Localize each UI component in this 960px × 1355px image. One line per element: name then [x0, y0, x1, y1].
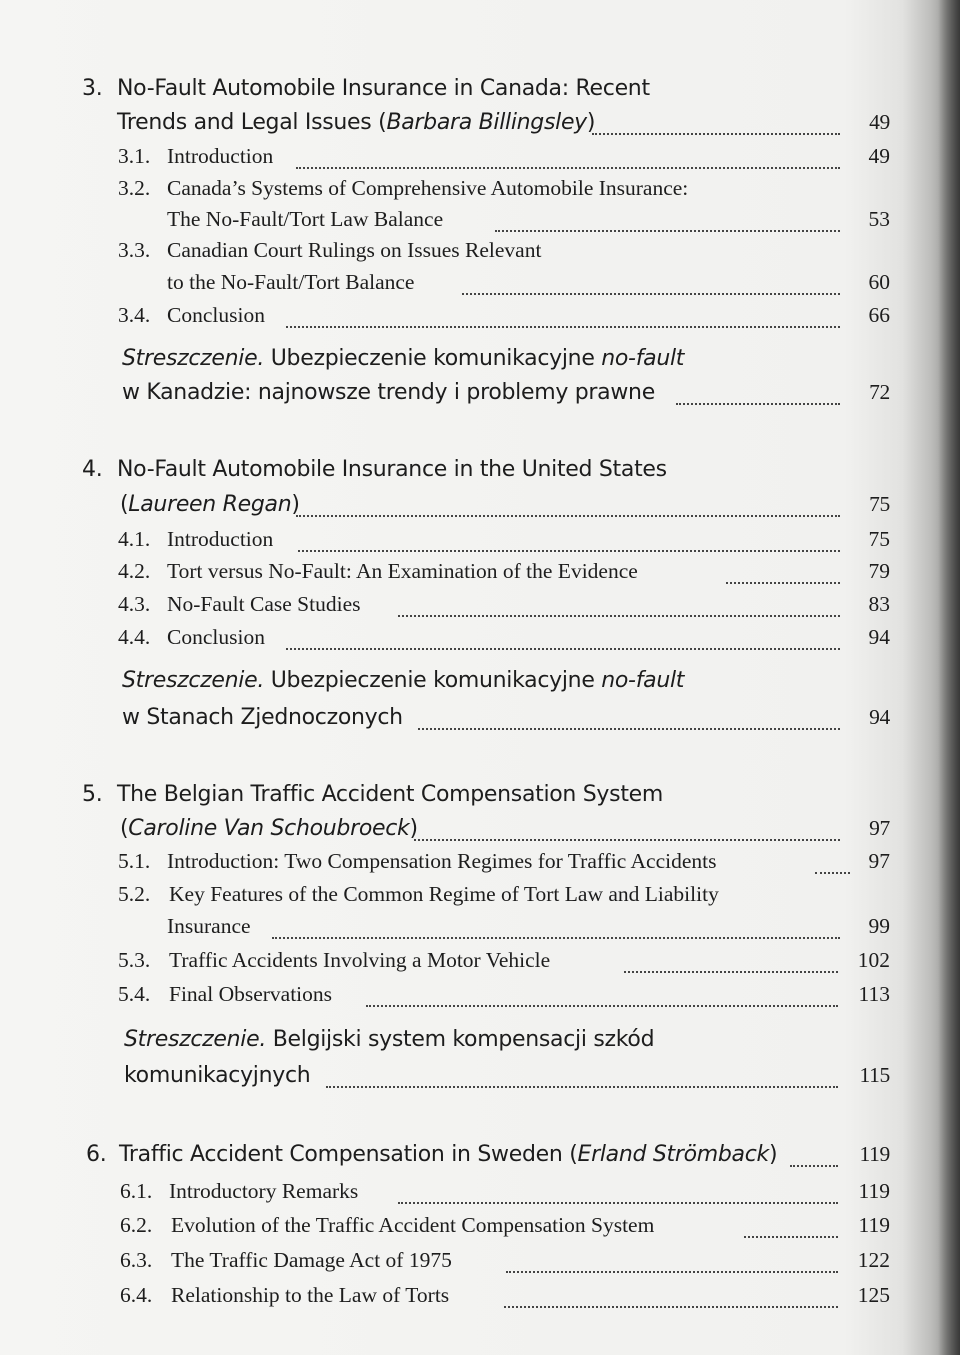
section-title-line2: Insurance	[167, 914, 251, 938]
chapter-author: Barbara Billingsley	[386, 110, 587, 135]
section-number: 6.1.	[120, 1179, 153, 1203]
dot-leader	[366, 977, 838, 1007]
section-3-4	[0, 303, 890, 335]
section-number: 5.4.	[118, 982, 151, 1006]
summary-title: Streszczenie. Ubezpieczenie komunikacyjne no-fault	[122, 668, 685, 693]
dot-leader	[504, 1278, 838, 1308]
dot-leader	[624, 943, 838, 973]
page-number: 122	[857, 1248, 890, 1272]
section-title: Introductory Remarks	[169, 1179, 359, 1203]
dot-leader	[676, 375, 840, 405]
page-number: 119	[858, 1179, 890, 1203]
page-number: 83	[868, 592, 890, 616]
dot-leader	[506, 1243, 838, 1273]
chapter-title-line2: (Laureen Regan)	[120, 492, 300, 517]
dot-leader	[398, 587, 840, 617]
chapter-3-title-line2	[0, 110, 890, 142]
dot-leader	[286, 298, 840, 328]
page-number: 99	[868, 914, 890, 938]
summary-title: Streszczenie. Ubezpieczenie komunikacyjne no-fault	[122, 346, 685, 371]
section-number: 4.2.	[118, 559, 151, 583]
chapter-number: 4.	[82, 457, 103, 482]
section-title: Introduction	[167, 527, 274, 551]
page-number: 79	[868, 559, 890, 583]
summary-label: Streszczenie.	[122, 346, 265, 371]
chapter-number: 6.	[86, 1142, 107, 1167]
chapter-title: The Belgian Traffic Accident Compensation System	[117, 782, 664, 807]
summary-title: Streszczenie. Belgijski system kompensacji szkód	[124, 1027, 655, 1052]
page-number: 97	[869, 816, 890, 840]
chapter-5-title-line1	[0, 782, 890, 814]
section-3-1	[0, 144, 890, 176]
section-title: Conclusion	[167, 303, 265, 327]
summary-label: Streszczenie.	[124, 1027, 267, 1052]
dot-leader	[462, 265, 840, 295]
chapter-number: 5.	[82, 782, 103, 807]
dot-leader	[398, 1174, 838, 1204]
summary-5-line2	[0, 1063, 890, 1095]
section-number: 6.2.	[120, 1213, 153, 1237]
section-number: 4.3.	[118, 592, 151, 616]
page-number: 75	[869, 492, 890, 516]
chapter-author: Caroline Van Schoubroeck	[128, 816, 410, 841]
dot-leader	[418, 700, 840, 730]
dot-leader	[286, 620, 840, 650]
summary-title-line2: w Stanach Zjednoczonych	[122, 705, 403, 730]
page-number: 119	[859, 1142, 890, 1166]
section-6-2	[0, 1213, 890, 1245]
section-title: Relationship to the Law of Torts	[171, 1283, 450, 1307]
chapter-3-title-line1	[0, 76, 890, 108]
page-number: 49	[868, 144, 890, 168]
page-number: 113	[858, 982, 890, 1006]
chapter-4-title-line1	[0, 457, 890, 489]
section-number: 4.4.	[118, 625, 151, 649]
summary-3-line1	[0, 346, 890, 378]
summary-4-line1	[0, 668, 890, 700]
section-5-3	[0, 948, 890, 980]
section-number: 5.1.	[118, 849, 151, 873]
page-number: 94	[868, 625, 890, 649]
page-number: 97	[868, 849, 890, 873]
chapter-6-title	[0, 1142, 890, 1174]
dot-leader	[744, 1208, 838, 1238]
summary-5-line1	[0, 1027, 890, 1059]
section-6-1	[0, 1179, 890, 1211]
section-title: Tort versus No-Fault: An Examination of the Evidence	[167, 559, 638, 583]
chapter-number: 3.	[82, 76, 103, 101]
section-6-4	[0, 1283, 890, 1315]
page-number: 66	[868, 303, 890, 327]
summary-title-line2: w Kanadzie: najnowsze trendy i problemy prawne	[122, 380, 655, 405]
dot-leader	[326, 1058, 838, 1088]
section-title: Canada’s Systems of Comprehensive Automobile Insurance:	[167, 176, 689, 200]
section-4-4	[0, 625, 890, 657]
dot-leader	[414, 811, 840, 841]
section-number: 4.1.	[118, 527, 151, 551]
dot-leader	[298, 522, 840, 552]
dot-leader	[726, 554, 840, 584]
section-number: 3.1.	[118, 144, 151, 168]
page-number: 102	[857, 948, 890, 972]
dot-leader	[495, 202, 840, 232]
page-number: 75	[868, 527, 890, 551]
section-title: The Traffic Damage Act of 1975	[171, 1248, 452, 1272]
chapter-title-line2: Trends and Legal Issues (Barbara Billingsley)	[117, 110, 596, 135]
page-number: 115	[859, 1063, 890, 1087]
section-6-3	[0, 1248, 890, 1280]
section-number: 3.3.	[118, 238, 151, 262]
dot-leader	[272, 909, 840, 939]
chapter-4-title-line2	[0, 492, 890, 524]
section-title: Traffic Accidents Involving a Motor Vehicle	[169, 948, 551, 972]
chapter-5-title-line2	[0, 816, 890, 848]
section-title: Key Features of the Common Regime of Tort Law and Liability	[169, 882, 719, 906]
section-title: Introduction: Two Compensation Regimes for Traffic Accidents	[167, 849, 717, 873]
chapter-title: No-Fault Automobile Insurance in Canada: Recent	[117, 76, 650, 101]
section-title: Conclusion	[167, 625, 265, 649]
section-number: 3.2.	[118, 176, 151, 200]
page-number: 72	[869, 380, 890, 404]
page-number: 125	[857, 1283, 890, 1307]
section-number: 6.4.	[120, 1283, 153, 1307]
section-title: Introduction	[167, 144, 274, 168]
chapter-author: Laureen Regan	[128, 492, 292, 517]
section-title: Canadian Court Rulings on Issues Relevant	[167, 238, 542, 262]
summary-title-line2: komunikacyjnych	[124, 1063, 311, 1088]
page-number: 49	[869, 110, 890, 134]
section-number: 3.4.	[118, 303, 151, 327]
section-number: 5.3.	[118, 948, 151, 972]
summary-3-line2	[0, 380, 890, 412]
section-5-2-line2	[0, 914, 890, 946]
dot-leader	[592, 105, 840, 135]
dot-leader	[296, 139, 840, 169]
chapter-title: No-Fault Automobile Insurance in the United States	[117, 457, 667, 482]
dot-leader	[790, 1137, 838, 1167]
dot-leader	[296, 487, 840, 517]
chapter-title-line2: (Caroline Van Schoubroeck)	[120, 816, 418, 841]
chapter-author: Erland Strömback	[577, 1142, 769, 1167]
section-number: 5.2.	[118, 882, 151, 906]
page-number: 53	[868, 207, 890, 231]
section-title: No-Fault Case Studies	[167, 592, 361, 616]
page-number: 60	[868, 270, 890, 294]
chapter-title: Traffic Accident Compensation in Sweden (Erland Strömback)	[119, 1142, 778, 1167]
section-number: 6.3.	[120, 1248, 153, 1272]
section-title-line2: to the No-Fault/Tort Balance	[167, 270, 415, 294]
section-5-1	[0, 849, 890, 881]
dot-leader	[815, 844, 850, 874]
summary-label: Streszczenie.	[122, 668, 265, 693]
section-title-line2: The No-Fault/Tort Law Balance	[167, 207, 444, 231]
page-number: 94	[869, 705, 890, 729]
page-number: 119	[858, 1213, 890, 1237]
section-5-4	[0, 982, 890, 1014]
summary-4-line2	[0, 705, 890, 737]
section-3-2-line2	[0, 207, 890, 239]
section-title: Evolution of the Traffic Accident Compensation System	[171, 1213, 655, 1237]
section-title: Final Observations	[169, 982, 333, 1006]
